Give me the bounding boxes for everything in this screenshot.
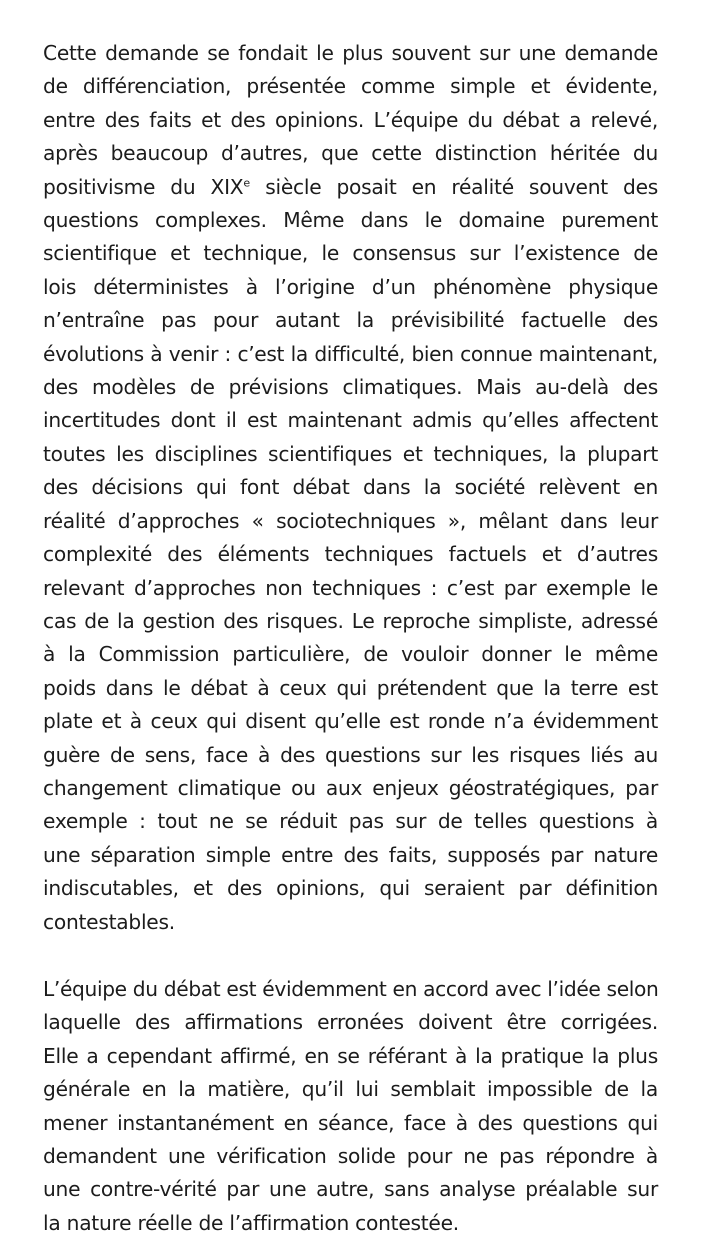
paragraph-1 [43,37,658,939]
text-line: entre des faits et des opinions. L’équipe du débat a relevé, [43,107,658,132]
text-line: la nature réelle de l’affirmation contestée. [43,1210,459,1235]
text-line: après beaucoup d’autres, que cette distinction héritée du [43,141,658,166]
text-line: Elle a cependant affirmé, en se référant à la pratique la plus [43,1043,658,1068]
text-line: exemple : tout ne se réduit pas sur de telles questions à [43,809,658,834]
text-line: évolutions à venir : c’est la difficulté, bien connue maintenant, [43,341,658,366]
text-line: générale en la matière, qu’il lui semblait impossible de la [43,1077,658,1102]
text-line: poids dans le débat à ceux qui prétendent que la terre est [43,675,658,700]
paragraph-spacer [43,939,658,973]
text-line: laquelle des affirmations erronées doivent être corrigées. [43,1010,658,1035]
text-line: une séparation simple entre des faits, supposés par nature [43,842,658,867]
text-line: plate et à ceux qui disent qu’elle est ronde n’a évidemment [43,709,658,734]
text-line: réalité d’approches « sociotechniques », mêlant dans leur [43,508,658,533]
text-line: incertitudes dont il est maintenant admis qu’elles affectent [43,408,658,433]
text-line-part: siècle posait en réalité souvent des [250,174,659,199]
text-line: à la Commission particulière, de vouloir donner le même [43,642,658,667]
text-line: n’entraîne pas pour autant la prévisibilité factuelle des [43,308,658,333]
text-line: une contre-vérité par une autre, sans analyse préalable sur [43,1177,658,1202]
text-line: contestables. [43,909,175,934]
text-line: questions complexes. Même dans le domaine purement [43,208,658,233]
text-line: toutes les disciplines scientifiques et techniques, la plupart [43,441,658,466]
text-line-part: positivisme du XIX [43,174,244,199]
text-line: de différenciation, présentée comme simple et évidente, [43,74,658,99]
text-line: relevant d’approches non techniques : c’est par exemple le [43,575,658,600]
century-superscript: e [243,175,251,189]
text-line [43,171,658,204]
text-line: des modèles de prévisions climatiques. Mais au-delà des [43,375,658,400]
text-line: changement climatique ou aux enjeux géostratégiques, par [43,775,658,800]
text-line: Cette demande se fondait le plus souvent sur une demande [43,41,658,65]
text-line: demandent une vérification solide pour ne pas répondre à [43,1144,658,1168]
text-line: indiscutables, et des opinions, qui seraient par définition [43,876,658,901]
document-body [43,37,658,1240]
text-line: des décisions qui font débat dans la société relèvent en [43,475,658,500]
text-line: complexité des éléments techniques factuels et d’autres [43,542,658,567]
text-line: mener instantanément en séance, face à des questions qui [43,1110,658,1135]
text-line: scientifique et technique, le consensus sur l’existence de [43,241,658,266]
text-line: lois déterministes à l’origine d’un phénomène physique [43,274,658,299]
text-line: cas de la gestion des risques. Le reproche simpliste, adressé [43,608,658,633]
text-line: L’équipe du débat est évidemment en accord avec l’idée selon [43,976,659,1001]
text-line: guère de sens, face à des questions sur les risques liés au [43,742,658,767]
